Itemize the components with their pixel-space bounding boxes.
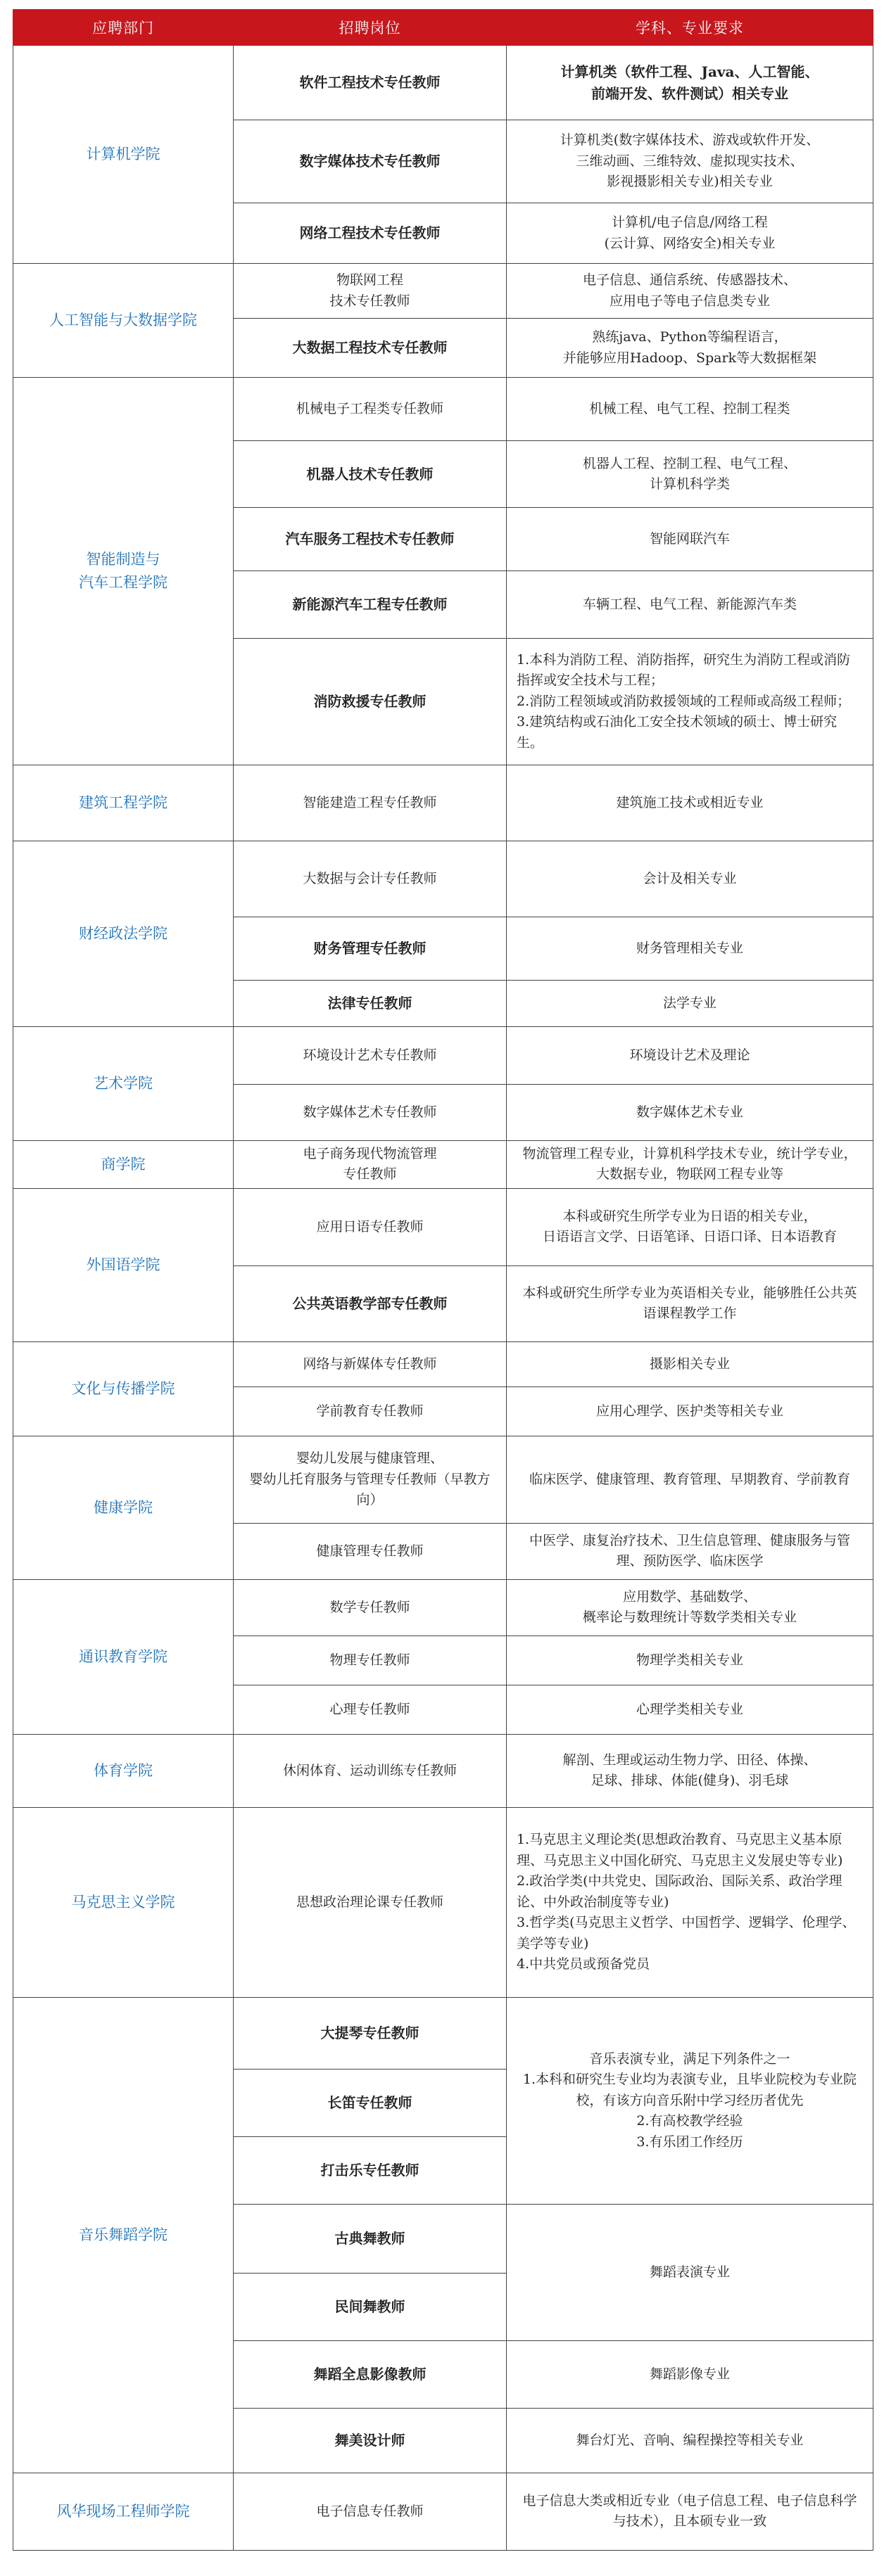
requirement-cell: 应用数学、基础数学、 概率论与数理统计等数学类相关专业 [507, 1579, 873, 1635]
table-row [13, 1188, 873, 1265]
requirement-cell: 舞蹈表演专业 [507, 2204, 873, 2340]
position-cell: 婴幼儿发展与健康管理、 婴幼儿托育服务与管理专任教师（早教方向） [234, 1436, 507, 1523]
header-department: 应聘部门 [13, 10, 234, 46]
position-cell: 健康管理专任教师 [234, 1523, 507, 1579]
requirement-cell: 机械工程、电气工程、控制工程类 [507, 378, 873, 441]
requirement-cell: 中医学、康复治疗技术、卫生信息管理、健康服务与管理、预防医学、临床医学 [507, 1523, 873, 1579]
requirement-cell: 财务管理相关专业 [507, 917, 873, 981]
table-row [13, 378, 873, 441]
table-row [13, 841, 873, 917]
table-row [13, 1341, 873, 1386]
requirement-cell: 熟练java、Python等编程语言， 并能够应用Hadoop、Spark等大数据框架 [507, 319, 873, 378]
header-position: 招聘岗位 [234, 10, 507, 46]
position-cell: 打击乐专任教师 [234, 2136, 507, 2204]
department-cell: 通识教育学院 [13, 1579, 234, 1734]
requirement-cell: 音乐表演专业，满足下列条件之一 1.本科和研究生专业均为表演专业，且毕业院校为专业院校，有该方向音乐附中学习经历者优先 2.有高校教学经验 3.有乐团工作经历 [507, 1997, 873, 2204]
requirement-cell: 计算机/电子信息/网络工程 (云计算、网络安全)相关专业 [507, 203, 873, 264]
department-cell: 体育学院 [13, 1734, 234, 1807]
requirement-cell: 物流管理工程专业，计算机科学技术专业，统计学专业，大数据专业，物联网工程专业等 [507, 1141, 873, 1189]
requirement-cell: 临床医学、健康管理、教育管理、早期教育、学前教育 [507, 1436, 873, 1523]
table-body [13, 46, 873, 2551]
table-row [13, 1027, 873, 1085]
table-row [13, 1436, 873, 1523]
position-cell: 环境设计艺术专任教师 [234, 1027, 507, 1085]
position-cell: 电子信息专任教师 [234, 2473, 507, 2550]
table-row [13, 46, 873, 120]
department-cell: 计算机学院 [13, 46, 234, 264]
position-cell: 民间舞教师 [234, 2273, 507, 2340]
requirement-cell: 数字媒体艺术专业 [507, 1085, 873, 1141]
position-cell: 长笛专任教师 [234, 2069, 507, 2136]
requirement-cell: 车辆工程、电气工程、新能源汽车类 [507, 571, 873, 639]
department-cell: 马克思主义学院 [13, 1807, 234, 1997]
position-cell: 数字媒体技术专任教师 [234, 120, 507, 203]
position-cell: 网络工程技术专任教师 [234, 203, 507, 264]
requirement-cell: 计算机类（软件工程、Java、人工智能、 前端开发、软件测试）相关专业 [507, 46, 873, 120]
requirement-cell: 1.马克思主义理论类(思想政治教育、马克思主义基本原理、马克思主义中国化研究、马克思主义发展史等专业) 2.政治学类(中共党史、国际政治、国际关系、政治学理论、中外政治制度等专业) 3.哲学类(马克思主义哲学、中国哲学、逻辑学、伦理学、美学等专业) 4.中共党员或预备党员 [507, 1807, 873, 1997]
department-cell: 外国语学院 [13, 1188, 234, 1341]
table-row [13, 765, 873, 841]
position-cell: 应用日语专任教师 [234, 1188, 507, 1265]
requirement-cell: 1.本科为消防工程、消防指挥，研究生为消防工程或消防指挥或安全技术与工程； 2.消防工程领域或消防救援领域的工程师或高级工程师； 3.建筑结构或石油化工安全技术领域的硕士、博士研究生。 [507, 639, 873, 765]
department-cell: 艺术学院 [13, 1027, 234, 1141]
department-cell: 智能制造与 汽车工程学院 [13, 378, 234, 765]
department-cell: 音乐舞蹈学院 [13, 1997, 234, 2473]
position-cell: 古典舞教师 [234, 2204, 507, 2273]
department-cell: 财经政法学院 [13, 841, 234, 1027]
requirement-cell: 摄影相关专业 [507, 1341, 873, 1386]
requirement-cell: 电子信息、通信系统、传感器技术、 应用电子等电子信息类专业 [507, 264, 873, 319]
position-cell: 物理专任教师 [234, 1635, 507, 1685]
requirement-cell: 电子信息大类或相近专业（电子信息工程、电子信息科学与技术），且本硕专业一致 [507, 2473, 873, 2550]
position-cell: 数学专任教师 [234, 1579, 507, 1635]
position-cell: 智能建造工程专任教师 [234, 765, 507, 841]
position-cell: 机械电子工程类专任教师 [234, 378, 507, 441]
position-cell: 心理专任教师 [234, 1685, 507, 1734]
position-cell: 消防救援专任教师 [234, 639, 507, 765]
position-cell: 舞蹈全息影像教师 [234, 2340, 507, 2408]
requirement-cell: 物理学类相关专业 [507, 1635, 873, 1685]
position-cell: 汽车服务工程技术专任教师 [234, 508, 507, 571]
department-cell: 商学院 [13, 1141, 234, 1189]
requirement-cell: 解剖、生理或运动生物力学、田径、体操、 足球、排球、体能(健身)、羽毛球 [507, 1734, 873, 1807]
department-cell: 建筑工程学院 [13, 765, 234, 841]
recruitment-table [13, 9, 873, 2551]
table-row [13, 1734, 873, 1807]
table-row [13, 1141, 873, 1189]
requirement-cell: 智能网联汽车 [507, 508, 873, 571]
department-cell: 文化与传播学院 [13, 1341, 234, 1436]
table-header-row [13, 10, 873, 46]
requirement-cell: 本科或研究生所学专业为英语相关专业，能够胜任公共英语课程教学工作 [507, 1265, 873, 1341]
table-row [13, 1997, 873, 2069]
requirement-cell: 心理学类相关专业 [507, 1685, 873, 1734]
requirement-cell: 法学专业 [507, 981, 873, 1027]
position-cell: 新能源汽车工程专任教师 [234, 571, 507, 639]
position-cell: 软件工程技术专任教师 [234, 46, 507, 120]
table-row [13, 1807, 873, 1997]
department-cell: 人工智能与大数据学院 [13, 264, 234, 378]
requirement-cell: 计算机类(数字媒体技术、游戏或软件开发、 三维动画、三维特效、虚拟现实技术、 影视摄影相关专业)相关专业 [507, 120, 873, 203]
table-row [13, 2473, 873, 2550]
position-cell: 学前教育专任教师 [234, 1386, 507, 1436]
department-cell: 风华现场工程师学院 [13, 2473, 234, 2550]
requirement-cell: 舞蹈影像专业 [507, 2340, 873, 2408]
requirement-cell: 建筑施工技术或相近专业 [507, 765, 873, 841]
recruitment-table-sheet [13, 9, 873, 2570]
position-cell: 财务管理专任教师 [234, 917, 507, 981]
position-cell: 机器人技术专任教师 [234, 441, 507, 508]
position-cell: 大数据与会计专任教师 [234, 841, 507, 917]
position-cell: 思想政治理论课专任教师 [234, 1807, 507, 1997]
position-cell: 法律专任教师 [234, 981, 507, 1027]
position-cell: 休闲体育、运动训练专任教师 [234, 1734, 507, 1807]
requirement-cell: 机器人工程、控制工程、电气工程、 计算机科学类 [507, 441, 873, 508]
position-cell: 舞美设计师 [234, 2408, 507, 2473]
requirement-cell: 本科或研究生所学专业为日语的相关专业， 日语语言文学、日语笔译、日语口译、日本语教育 [507, 1188, 873, 1265]
department-cell: 健康学院 [13, 1436, 234, 1579]
requirement-cell: 环境设计艺术及理论 [507, 1027, 873, 1085]
position-cell: 物联网工程 技术专任教师 [234, 264, 507, 319]
requirement-cell: 应用心理学、医护类等相关专业 [507, 1386, 873, 1436]
requirement-cell: 会计及相关专业 [507, 841, 873, 917]
requirement-cell: 舞台灯光、音响、编程操控等相关专业 [507, 2408, 873, 2473]
position-cell: 大数据工程技术专任教师 [234, 319, 507, 378]
position-cell: 网络与新媒体专任教师 [234, 1341, 507, 1386]
position-cell: 大提琴专任教师 [234, 1997, 507, 2069]
table-row [13, 264, 873, 319]
table-row [13, 1579, 873, 1635]
header-requirement: 学科、专业要求 [507, 10, 873, 46]
position-cell: 公共英语教学部专任教师 [234, 1265, 507, 1341]
position-cell: 电子商务现代物流管理 专任教师 [234, 1141, 507, 1189]
position-cell: 数字媒体艺术专任教师 [234, 1085, 507, 1141]
